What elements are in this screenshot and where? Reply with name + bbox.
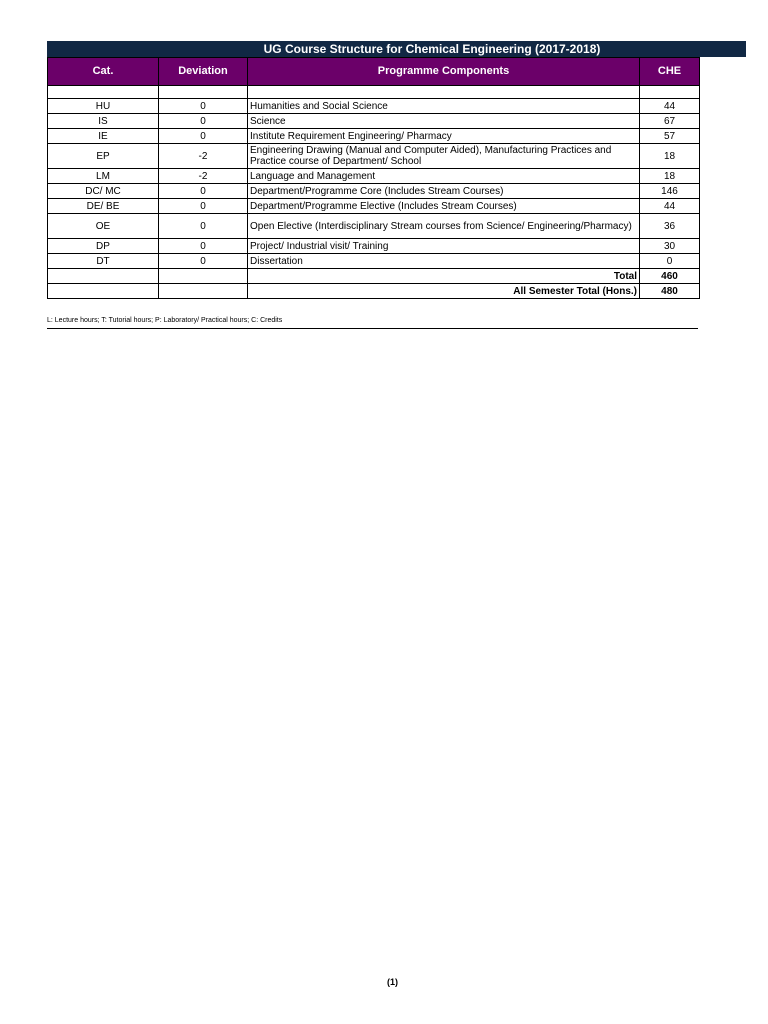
all-total-value: 480 bbox=[640, 284, 700, 299]
table-row bbox=[48, 214, 700, 239]
cat-cell: IS bbox=[48, 114, 159, 129]
deviation-cell: -2 bbox=[159, 169, 248, 184]
che-cell: 67 bbox=[640, 114, 700, 129]
che-cell: 146 bbox=[640, 184, 700, 199]
deviation-cell: 0 bbox=[159, 129, 248, 144]
component-cell: Dissertation bbox=[248, 254, 640, 269]
header-cat: Cat. bbox=[48, 58, 159, 86]
cat-cell: EP bbox=[48, 144, 159, 169]
che-cell: 57 bbox=[640, 129, 700, 144]
page-title: UG Course Structure for Chemical Engineering (2017-2018) bbox=[263, 42, 601, 56]
deviation-cell: 0 bbox=[159, 254, 248, 269]
component-cell: Project/ Industrial visit/ Training bbox=[248, 239, 640, 254]
table-row bbox=[48, 114, 700, 129]
cat-cell: OE bbox=[48, 214, 159, 239]
cat-cell: DE/ BE bbox=[48, 199, 159, 214]
header-row bbox=[48, 58, 700, 86]
cat-cell: HU bbox=[48, 99, 159, 114]
deviation-cell: 0 bbox=[159, 184, 248, 199]
table-row bbox=[48, 169, 700, 184]
deviation-cell: 0 bbox=[159, 239, 248, 254]
deviation-cell: 0 bbox=[159, 214, 248, 239]
che-cell: 44 bbox=[640, 99, 700, 114]
table-row bbox=[48, 184, 700, 199]
cat-cell: IE bbox=[48, 129, 159, 144]
header-components: Programme Components bbox=[248, 58, 640, 86]
table-row bbox=[48, 199, 700, 214]
che-cell: 0 bbox=[640, 254, 700, 269]
component-cell: Institute Requirement Engineering/ Pharmacy bbox=[248, 129, 640, 144]
total-label: Total bbox=[248, 269, 640, 284]
table-row bbox=[48, 239, 700, 254]
page-number: (1) bbox=[387, 977, 398, 987]
cat-cell: DP bbox=[48, 239, 159, 254]
che-cell: 36 bbox=[640, 214, 700, 239]
blank-row bbox=[48, 86, 700, 99]
header-che: CHE bbox=[640, 58, 700, 86]
deviation-cell: 0 bbox=[159, 114, 248, 129]
component-cell: Language and Management bbox=[248, 169, 640, 184]
che-cell: 44 bbox=[640, 199, 700, 214]
header-deviation: Deviation bbox=[159, 58, 248, 86]
total-row bbox=[48, 269, 700, 284]
blank-cell bbox=[640, 86, 700, 99]
component-cell: Open Elective (Interdisciplinary Stream courses from Science/ Engineering/Pharmacy) bbox=[248, 214, 640, 239]
table-row bbox=[48, 129, 700, 144]
blank-cell bbox=[159, 86, 248, 99]
che-cell: 18 bbox=[640, 144, 700, 169]
che-cell: 30 bbox=[640, 239, 700, 254]
component-cell: Department/Programme Elective (Includes Stream Courses) bbox=[248, 199, 640, 214]
blank-cell bbox=[248, 86, 640, 99]
table-row bbox=[48, 144, 700, 169]
component-cell: Engineering Drawing (Manual and Computer Aided), Manufacturing Practices and Practice course of Department/ School bbox=[248, 144, 640, 169]
blank-cell bbox=[48, 86, 159, 99]
footnote: L: Lecture hours; T: Tutorial hours; P: Laboratory/ Practical hours; C: Credits bbox=[47, 314, 698, 329]
deviation-cell: 0 bbox=[159, 199, 248, 214]
table-row bbox=[48, 254, 700, 269]
component-cell: Humanities and Social Science bbox=[248, 99, 640, 114]
blank-cell bbox=[159, 269, 248, 284]
cat-cell: LM bbox=[48, 169, 159, 184]
all-semester-total-row bbox=[48, 284, 700, 299]
cat-cell: DC/ MC bbox=[48, 184, 159, 199]
component-cell: Department/Programme Core (Includes Stream Courses) bbox=[248, 184, 640, 199]
blank-cell bbox=[159, 284, 248, 299]
deviation-cell: 0 bbox=[159, 99, 248, 114]
title-bar bbox=[47, 41, 746, 57]
che-cell: 18 bbox=[640, 169, 700, 184]
all-total-label: All Semester Total (Hons.) bbox=[248, 284, 640, 299]
blank-cell bbox=[48, 284, 159, 299]
cat-cell: DT bbox=[48, 254, 159, 269]
course-structure-table bbox=[47, 57, 700, 299]
blank-cell bbox=[48, 269, 159, 284]
table-row bbox=[48, 99, 700, 114]
deviation-cell: -2 bbox=[159, 144, 248, 169]
total-value: 460 bbox=[640, 269, 700, 284]
component-cell: Science bbox=[248, 114, 640, 129]
